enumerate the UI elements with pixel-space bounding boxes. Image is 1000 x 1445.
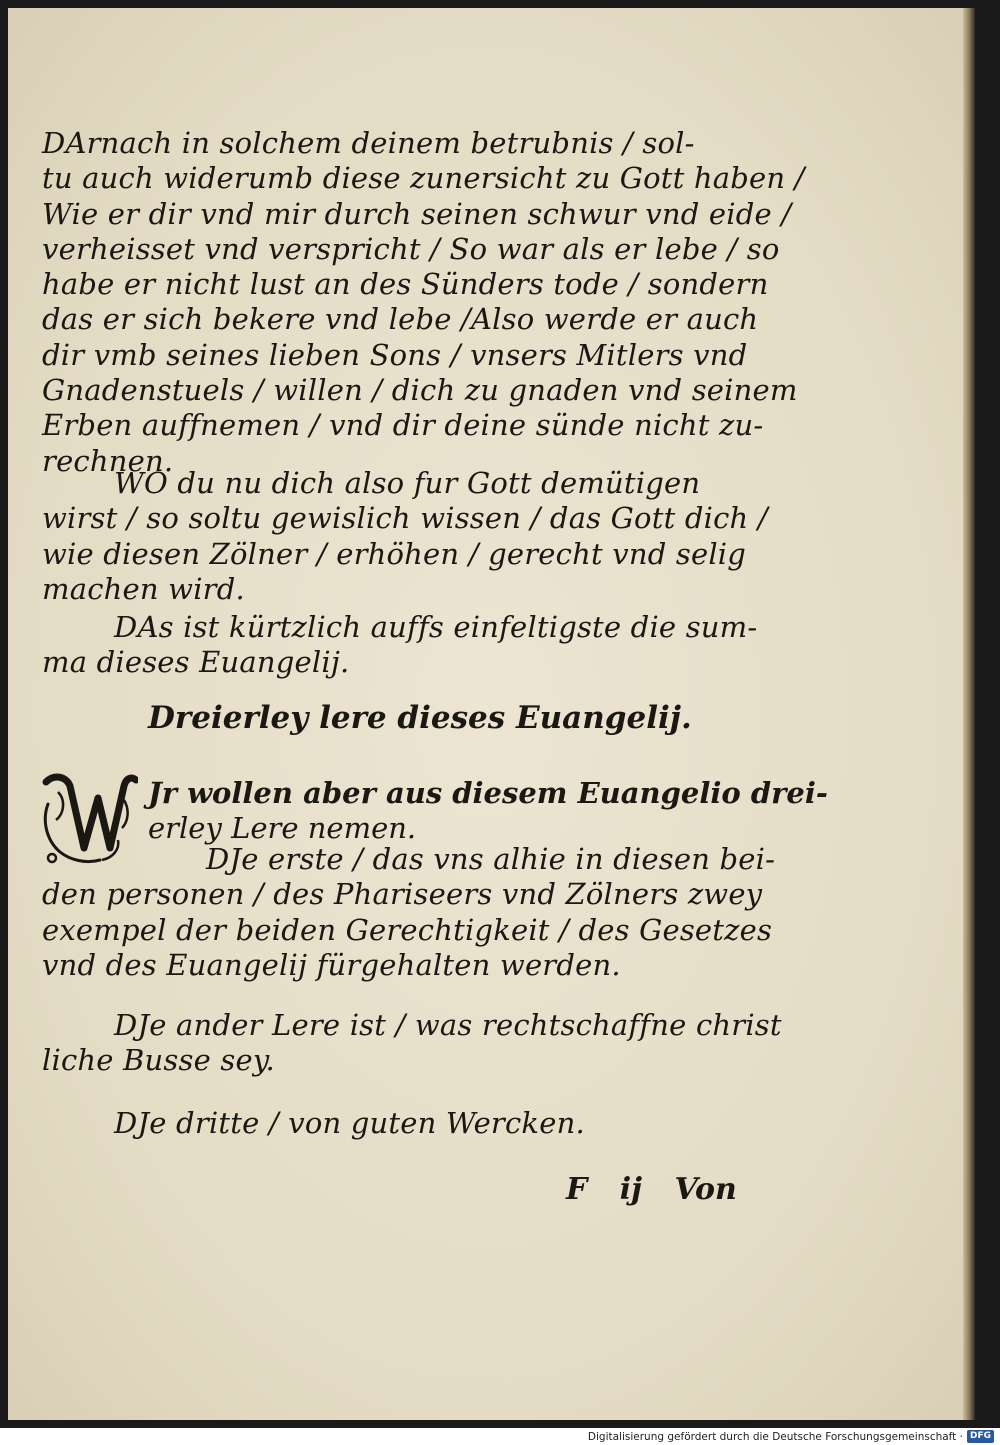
text-line: DJe erste / das vns alhie in diesen bei- (206, 842, 776, 876)
text-line: DArnach in solchem deinem betrubnis / sol- (42, 126, 695, 160)
text-line: das er sich bekere vnd lebe /Also werde er auch (42, 302, 759, 337)
text-line: wirst / so soltu gewislich wissen / das Gott dich / (42, 501, 768, 536)
paragraph-4-lead (148, 776, 828, 847)
text-line: Gnadenstuels / willen / dich zu gnaden vnd seinem (42, 373, 798, 408)
text-line: exempel der beiden Gerechtigkeit / des Gesetzes (42, 912, 773, 947)
footer-credit (588, 1428, 994, 1445)
text-line: liche Busse sey. (42, 1043, 275, 1078)
page-edge (963, 8, 975, 1420)
text-line: Wie er dir vnd mir durch seinen schwur vnd eide / (42, 196, 792, 231)
paragraph-1 (42, 126, 805, 479)
text-line: rechnen. (42, 443, 174, 478)
text-line: WO du nu dich also fur Gott demütigen (114, 466, 701, 500)
section-heading: Dreierley lere dieses Euangelij. (148, 700, 692, 736)
footer-text: Digitalisierung gefördert durch die Deutsche Forschungsgemeinschaft · (587, 1430, 963, 1443)
text-line: den personen / des Phariseers vnd Zölners zwey (42, 877, 763, 912)
paragraph-5 (42, 1008, 782, 1079)
text-line: machen wird. (42, 571, 245, 606)
paragraph-4 (42, 842, 776, 983)
text-line: habe er nicht lust an des Sünders tode / sondern (42, 267, 769, 302)
text-line: ma dieses Euangelij. (42, 645, 350, 680)
paragraph-6 (42, 1106, 752, 1141)
text-line: DJe ander Lere ist / was rechtschaffne christ (114, 1008, 782, 1042)
text-line: dir vmb seines lieben Sons / vnsers Mitlers vnd (42, 337, 748, 372)
text-line: wie diesen Zölner / erhöhen / gerecht vnd selig (42, 536, 747, 571)
text-line: erley Lere nemen. (148, 811, 417, 846)
paragraph-3 (42, 610, 758, 681)
text-line: verheisset vnd verspricht / So war als er lebe / so (42, 231, 780, 266)
text-line: Jr wollen aber aus diesem Euangelio drei- (148, 776, 828, 810)
text-line: vnd des Euangelij fürgehalten werden. (42, 947, 621, 982)
dfg-logo-icon: DFG (967, 1430, 994, 1443)
text-line: tu auch widerumb diese zunersicht zu Gott haben / (42, 161, 805, 196)
text-line: Erben auffnemen / vnd dir deine sünde nicht zu- (42, 408, 764, 443)
text-line: DAs ist kürtzlich auffs einfeltigste die sum- (114, 610, 758, 644)
catchword-signature: F ij Von (566, 1172, 737, 1207)
paragraph-2 (42, 466, 768, 607)
text-line: DJe dritte / von guten Wercken. (114, 1106, 585, 1140)
